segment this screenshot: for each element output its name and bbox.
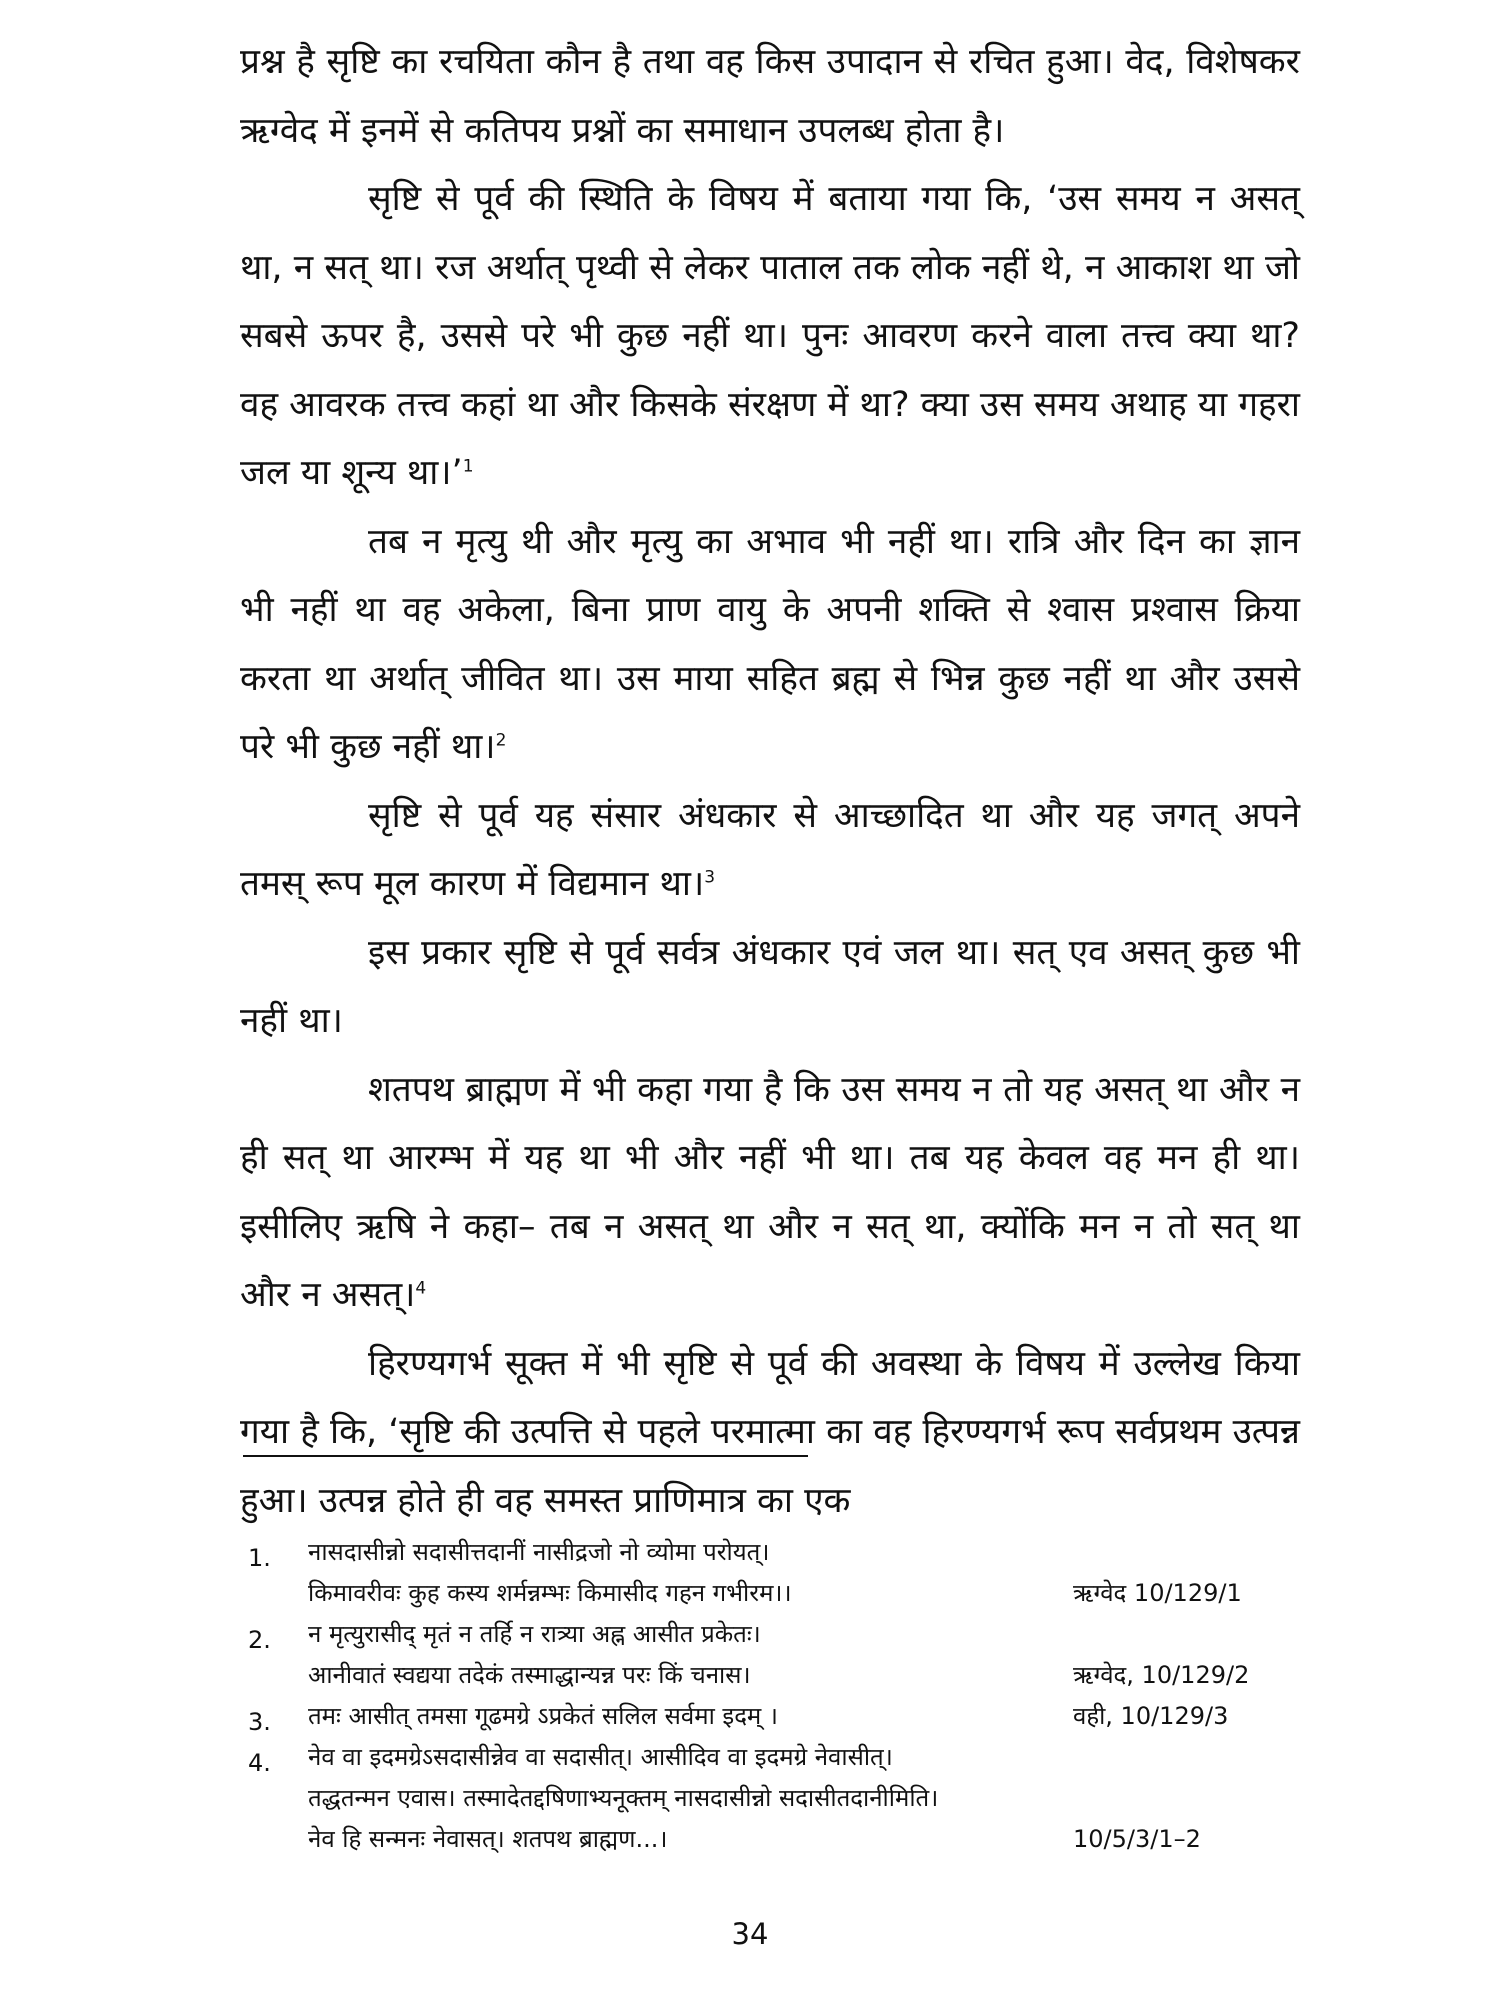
footnote-line: तद्धतन्मन एवास। तस्मादेतद्दषिणाभ्यनूक्तम् नासदासीन्नो सदासीतदानीमिति। (308, 1784, 939, 1812)
footnote-reference: वही, 10/129/3 (1073, 1702, 1229, 1730)
footnote-ref: 3 (704, 867, 716, 888)
footnote-number: 2. (248, 1626, 271, 1654)
main-text (240, 28, 1300, 1535)
footnote-ref: 2 (495, 730, 507, 751)
footnote-3 (248, 1696, 1298, 1737)
footnote-reference (1073, 1778, 1298, 1819)
footnote-reference (1073, 1614, 1298, 1655)
footnote-4 (248, 1737, 1298, 1860)
footnote-number: 3. (248, 1708, 271, 1736)
footnote-line: आनीवातं स्वद्यया तदेकं तस्माद्धान्यन्न परः किं चनास। (308, 1661, 751, 1689)
footnote-line: किमावरीवः कुह कस्य शर्मन्नम्भः किमासीद गहन गभीरम।। (308, 1579, 792, 1607)
footnote-2 (248, 1614, 1298, 1696)
footnote-1 (248, 1532, 1298, 1614)
footnote-ref: 4 (415, 1278, 427, 1299)
footnote-line: न मृत्युरासीद् मृतं न तर्हि न रात्र्या अह्न आसीत प्रकेतः। (308, 1620, 761, 1648)
paragraph: इस प्रकार सृष्टि से पूर्व सर्वत्र अंधकार एवं जल था। सत् एव असत् कुछ भी नहीं था। (240, 932, 1300, 1041)
footnote-reference: 10/5/3/1–2 (1073, 1825, 1201, 1853)
footnote-line: नेव वा इदमग्रेऽसदासीन्नेव वा सदासीत्। आसीदिव वा इदमग्रे नेवासीत्। (308, 1743, 893, 1771)
footnotes (248, 1532, 1298, 1860)
paragraph: सृष्टि से पूर्व यह संसार अंधकार से आच्छादित था और यह जगत् अपने तमस् रूप मूल कारण में विद्यमान था।$^3$ (240, 795, 1300, 904)
footnote-number: 1. (248, 1544, 271, 1572)
footnote-ref: 1 (462, 456, 474, 477)
footnote-separator (243, 1455, 808, 1457)
paragraph: सृष्टि से पूर्व की स्थिति के विषय में बताया गया कि, ‘उस समय न असत् था, न सत् था। रज अर्थात् पृथ्वी से लेकर पाताल तक लोक नहीं थे, न आकाश था जो सबसे ऊपर है, उससे परे भी कुछ नहीं था। पुनः आवरण करने वाला तत्त्व क्या था? वह आवरक तत्त्व कहां था और किसके संरक्षण में था? क्या उस समय अथाह या गहरा जल या शून्य था।’$^1$ (240, 179, 1300, 493)
footnote-reference: ऋग्वेद, 10/129/2 (1073, 1661, 1250, 1689)
footnote-reference: ऋग्वेद 10/129/1 (1073, 1579, 1242, 1607)
footnote-line: तमः आसीत् तमसा गूढमग्रे ऽप्रकेतं सलिल सर्वमा इदम् । (308, 1702, 779, 1730)
footnote-number: 4. (248, 1749, 271, 1777)
paragraph: हिरण्यगर्भ सूक्त में भी सृष्टि से पूर्व की अवस्था के विषय में उल्लेख किया गया है कि, ‘सृष्टि की उत्पत्ति से पहले परमात्मा का वह हिरण्यगर्भ रूप सर्वप्रथम उत्पन्न हुआ। उत्पन्न होते ही वह समस्त प्राणिमात्र का एक (240, 1343, 1300, 1521)
footnote-line: नासदासीन्नो सदासीत्तदानीं नासीद्रजो नो व्योमा परोयत्। (308, 1538, 770, 1566)
footnote-reference (1073, 1532, 1298, 1573)
footnote-line: नेव हि सन्मनः नेवासत्। शतपथ ब्राह्मण...। (308, 1825, 668, 1853)
page-number: 34 (731, 1917, 769, 1951)
paragraph: तब न मृत्यु थी और मृत्यु का अभाव भी नहीं था। रात्रि और दिन का ज्ञान भी नहीं था वह अकेला, बिना प्राण वायु के अपनी शक्ति से श्वास प्रश्वास क्रिया करता था अर्थात् जीवित था। उस माया सहित ब्रह्म से भिन्न कुछ नहीं था और उससे परे भी कुछ नहीं था।$^2$ (240, 521, 1300, 767)
paragraph: प्रश्न है सृष्टि का रचयिता कौन है तथा वह किस उपादान से रचित हुआ। वेद, विशेषकर ऋग्वेद में इनमें से कतिपय प्रश्नों का समाधान उपलब्ध होता है। (240, 42, 1300, 151)
paragraph: शतपथ ब्राह्मण में भी कहा गया है कि उस समय न तो यह असत् था और न ही सत् था आरम्भ में यह था भी और नहीं भी था। तब यह केवल वह मन ही था। इसीलिए ऋषि ने कहा– तब न असत् था और न सत् था, क्योंकि मन न तो सत् था और न असत्।$^4$ (240, 1069, 1300, 1315)
footnote-reference (1073, 1737, 1298, 1778)
